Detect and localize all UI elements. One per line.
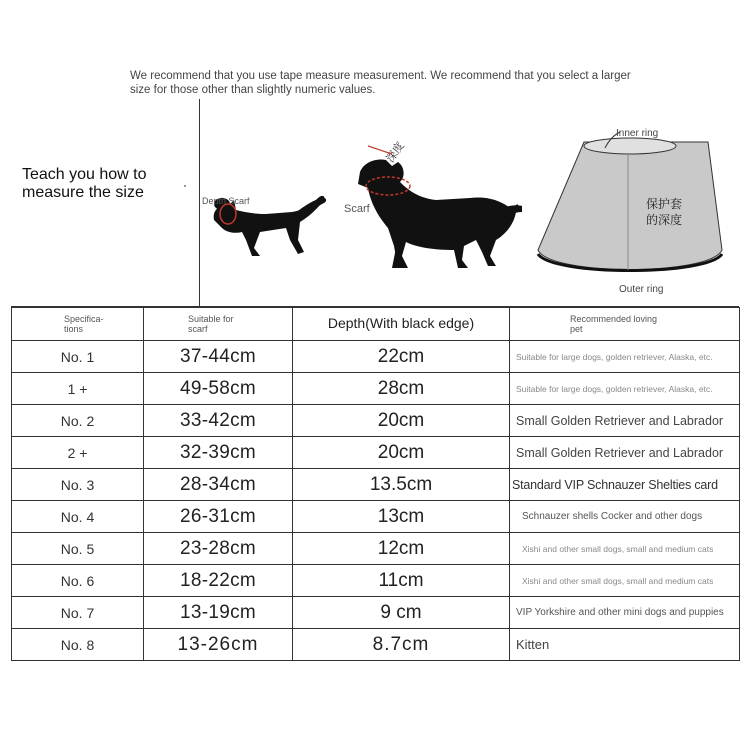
scarf-cell: 18-22cm [144,565,293,597]
size-table [11,307,740,661]
table-row [12,501,740,533]
scarf-cell: 13-26cm [144,629,293,661]
pet-cell: Suitable for large dogs, golden retriever, Alaska, etc. [510,373,740,405]
measure-illustration [200,100,739,306]
depth-cell: 11cm [293,565,510,597]
pet-cell: Xishi and other small dogs, small and medium cats [510,565,740,597]
dog-depth-label: 深度 [384,140,407,165]
pet-cell: Suitable for large dogs, golden retriever, Alaska, etc. [510,341,740,373]
scarf-cell: 23-28cm [144,533,293,565]
pet-cell: Standard VIP Schnauzer Shelties card [510,469,740,501]
depth-cell: 20cm [293,405,510,437]
scarf-cell: 13-19cm [144,597,293,629]
cone-depth-label-1: 保护套 [646,197,683,211]
table-row [12,373,740,405]
table-row [12,469,740,501]
depth-cell: 13cm [293,501,510,533]
pet-cell: VIP Yorkshire and other mini dogs and puppies [510,597,740,629]
spec-cell: 2 + [12,437,144,469]
scarf-cell: 33-42cm [144,405,293,437]
scarf-cell: 26-31cm [144,501,293,533]
cat-depth-scarf-label: Depth Scarf [202,196,250,206]
spec-cell: No. 1 [12,341,144,373]
pet-cell: Small Golden Retriever and Labrador [510,405,740,437]
table-row [12,597,740,629]
spec-cell: No. 6 [12,565,144,597]
header-scarf: Suitable for scarf [144,308,293,341]
speck [184,185,186,187]
header-pet: Recommended loving pet [510,308,740,341]
header-depth: Depth(With black edge) [293,308,510,341]
table-row [12,565,740,597]
spec-cell: No. 7 [12,597,144,629]
spec-cell: No. 2 [12,405,144,437]
spec-cell: No. 8 [12,629,144,661]
outer-ring-label: Outer ring [619,284,664,295]
scarf-cell: 37-44cm [144,341,293,373]
dog-silhouette-icon [358,160,522,269]
teach-measure-title: Teach you how to measure the size [22,166,147,201]
pet-cell: Kitten [510,629,740,661]
pet-cell: Schnauzer shells Cocker and other dogs [510,501,740,533]
depth-cell: 20cm [293,437,510,469]
depth-cell: 28cm [293,373,510,405]
scarf-cell: 49-58cm [144,373,293,405]
table-row [12,629,740,661]
cone-collar-icon [538,138,722,271]
dog-scarf-label: Scarf [344,203,370,215]
spec-cell: No. 5 [12,533,144,565]
table-row [12,533,740,565]
depth-cell: 13.5cm [293,469,510,501]
pet-cell: Small Golden Retriever and Labrador [510,437,740,469]
scarf-cell: 32-39cm [144,437,293,469]
header-spec: Specifica- tions [12,308,144,341]
inner-ring-label: Inner ring [616,128,659,139]
table-row [12,437,740,469]
pet-cell: Xishi and other small dogs, small and medium cats [510,533,740,565]
depth-cell: 9 cm [293,597,510,629]
table-row [12,405,740,437]
spec-cell: No. 3 [12,469,144,501]
spec-cell: No. 4 [12,501,144,533]
scarf-cell: 28-34cm [144,469,293,501]
depth-cell: 8.7cm [293,629,510,661]
cone-depth-label-2: 的深度 [646,213,683,227]
size-table-header [12,308,740,341]
depth-cell: 12cm [293,533,510,565]
depth-cell: 22cm [293,341,510,373]
recommendation-note: We recommend that you use tape measure measurement. We recommend that you select a larger size for those other than slightly numeric values. [130,70,631,96]
table-row [12,341,740,373]
spec-cell: 1 + [12,373,144,405]
